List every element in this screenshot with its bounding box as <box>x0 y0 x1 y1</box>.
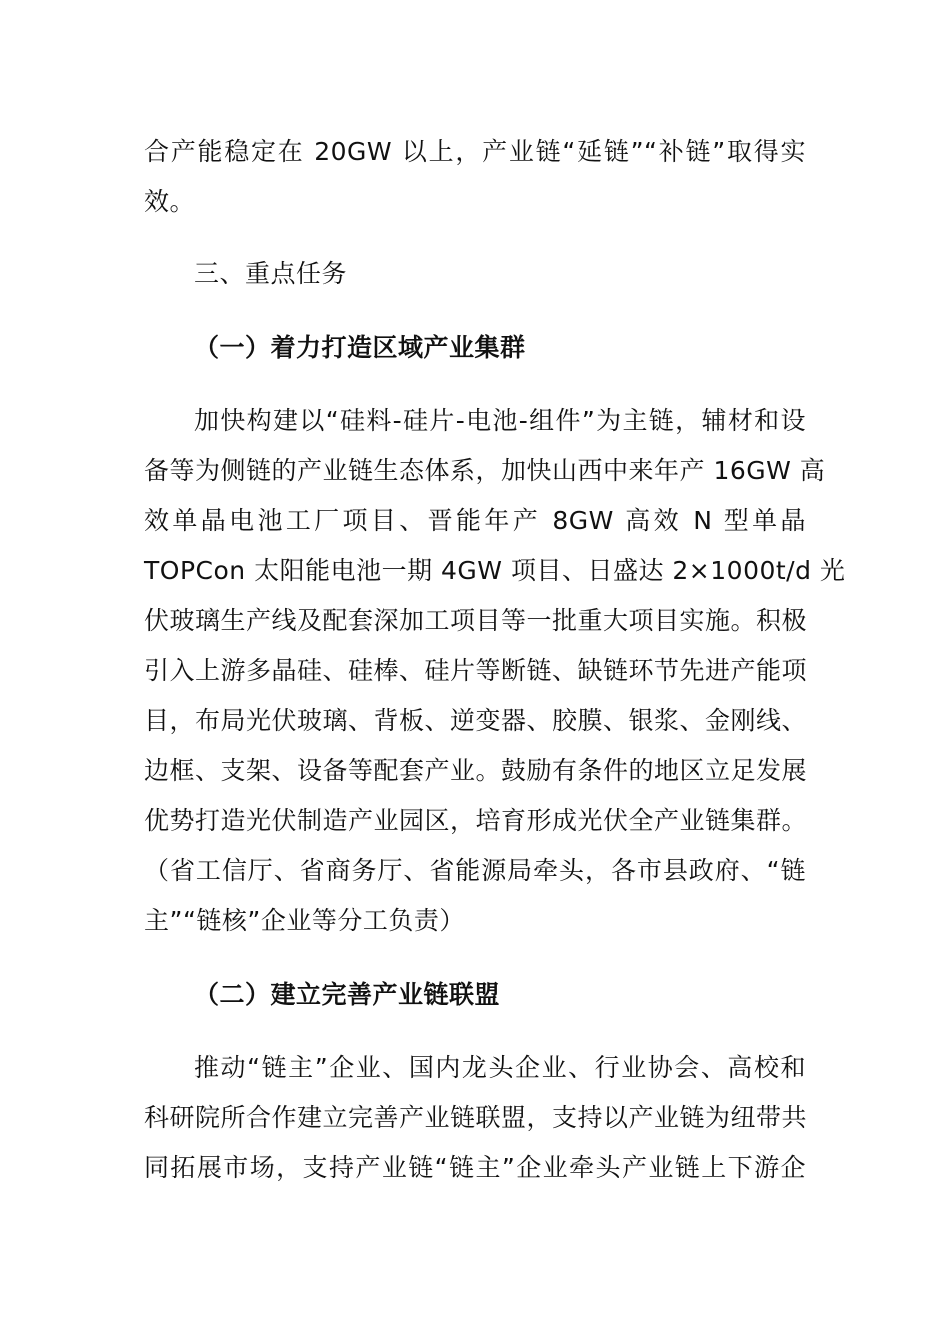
paragraph-line: （省工信厅、省商务厅、省能源局牵头，各市县政府、“链 <box>144 856 806 885</box>
paragraph-line: 引入上游多晶硅、硅棒、硅片等断链、缺链环节先进产能项 <box>144 656 808 685</box>
paragraph-line: 伏玻璃生产线及配套深加工项目等一批重大项目实施。积极 <box>144 606 808 635</box>
paragraph-line: 优势打造光伏制造产业园区，培育形成光伏全产业链集群。 <box>144 806 808 835</box>
subsection-heading-2: （二）建立完善产业链联盟 <box>194 980 501 1009</box>
paragraph-line: 同拓展市场，支持产业链“链主”企业牵头产业链上下游企 <box>144 1153 806 1182</box>
paragraph-line: 效。 <box>144 187 196 216</box>
subsection-heading-1: （一）着力打造区域产业集群 <box>194 333 526 362</box>
paragraph-line: 主”“链核”企业等分工负责） <box>144 906 465 935</box>
paragraph-line: 备等为侧链的产业链生态体系，加快山西中来年产 16GW 高 <box>144 456 826 485</box>
paragraph-line: 合产能稳定在 20GW 以上，产业链“延链”“补链”取得实 <box>144 137 806 166</box>
paragraph-line: TOPCon 太阳能电池一期 4GW 项目、日盛达 2×1000t/d 光 <box>144 556 846 585</box>
section-heading: 三、重点任务 <box>194 259 348 288</box>
paragraph-line: 边框、支架、设备等配套产业。鼓励有条件的地区立足发展 <box>144 756 808 785</box>
paragraph-line: 目，布局光伏玻璃、背板、逆变器、胶膜、银浆、金刚线、 <box>144 706 808 735</box>
paragraph-line: 科研院所合作建立完善产业链联盟，支持以产业链为纽带共 <box>144 1103 808 1132</box>
paragraph-line: 推动“链主”企业、国内龙头企业、行业协会、高校和 <box>194 1053 806 1082</box>
paragraph-line: 加快构建以“硅料-硅片-电池-组件”为主链，辅材和设 <box>194 406 806 435</box>
paragraph-line: 效单晶电池工厂项目、晋能年产 8GW 高效 N 型单晶 <box>144 506 806 535</box>
